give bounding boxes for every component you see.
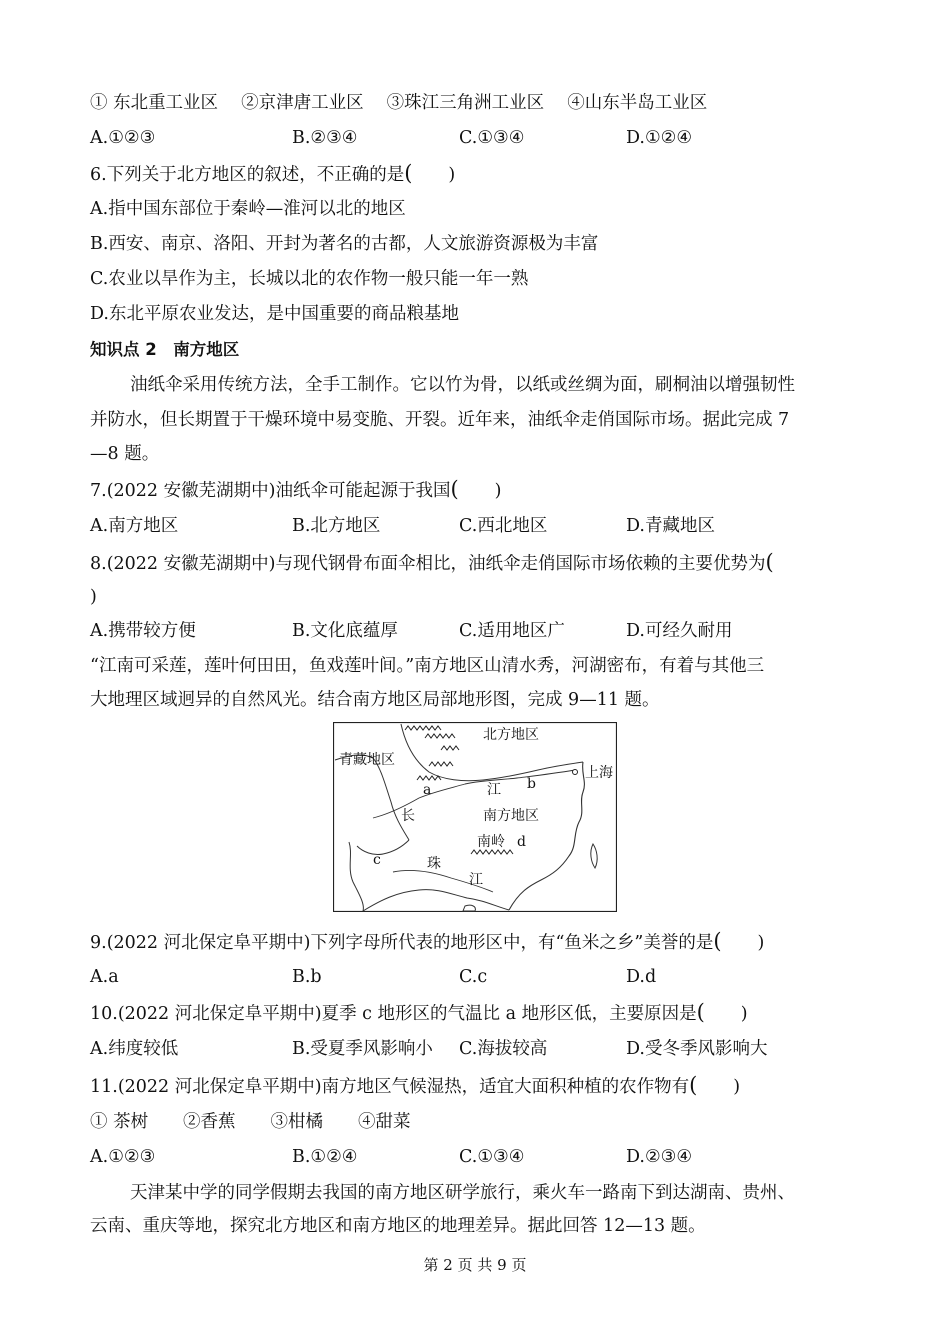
- passage1-line1: 油纸伞采用传统方法，全手工制作。它以竹为骨，以纸或丝绸为面，刷桐油以增强韧性: [130, 375, 795, 395]
- q11-paren-open: (: [689, 1073, 698, 1097]
- map-label-c: c: [373, 852, 381, 868]
- q11-option-d: D.②③④: [626, 1147, 693, 1167]
- q11-stem-line: [90, 1073, 740, 1099]
- q9-paren-open: (: [713, 929, 722, 953]
- q9-option-a: A.a: [90, 967, 119, 987]
- q6-stem: 6.下列关于北方地区的叙述，不正确的是: [90, 165, 405, 185]
- q9-paren-close: ): [757, 933, 765, 953]
- q7-option-d: D.青藏地区: [626, 516, 715, 536]
- q8-paren-close: ): [90, 587, 97, 607]
- map-label-jiang-pearl: 江: [469, 872, 483, 888]
- q7-option-a: A.南方地区: [90, 516, 179, 536]
- q10-stem: 10.(2022 河北保定阜平期中)夏季 c 地形区的气温比 a 地形区低，主要原因是: [90, 1004, 697, 1024]
- q11-option-a: A.①②③: [90, 1147, 156, 1167]
- south-region-terrain-map: [333, 722, 617, 912]
- q10-option-b: B.受夏季风影响小: [292, 1039, 433, 1059]
- q5-items: ① 东北重工业区 ②京津唐工业区 ③珠江三角洲工业区 ④山东半岛工业区: [90, 93, 708, 113]
- map-label-jiang-yangtze: 江: [487, 782, 501, 798]
- q10-paren-close: ): [740, 1004, 748, 1024]
- map-label-south: 南方地区: [483, 808, 539, 824]
- passage2-line2: 大地理区域迥异的自然风光。结合南方地区局部地形图，完成 9—11 题。: [90, 690, 660, 710]
- q6-stem-line: [90, 161, 455, 187]
- map-label-shanghai: 上海: [585, 765, 613, 781]
- q7-option-c: C.西北地区: [459, 516, 548, 536]
- q5-option-b: B.②③④: [292, 128, 358, 148]
- passage2-line1: “江南可采莲，莲叶何田田，鱼戏莲叶间。”南方地区山清水秀，河湖密布，有着与其他三: [90, 656, 765, 676]
- q8-paren-open: (: [765, 550, 774, 574]
- q8-option-a: A.携带较方便: [90, 621, 196, 641]
- q6-option-b: B.西安、南京、洛阳、开封为著名的古都，人文旅游资源极为丰富: [90, 234, 599, 254]
- q5-option-d: D.①②④: [626, 128, 693, 148]
- passage1-line2: 并防水，但长期置于干燥环境中易变脆、开裂。近年来，油纸伞走俏国际市场。据此完成 7: [90, 410, 790, 430]
- q11-items: ① 茶树 ②香蕉 ③柑橘 ④甜菜: [90, 1112, 411, 1132]
- q6-option-d: D.东北平原农业发达，是中国重要的商品粮基地: [90, 304, 459, 324]
- q11-stem: 11.(2022 河北保定阜平期中)南方地区气候湿热，适宜大面积种植的农作物有: [90, 1077, 690, 1097]
- passage3-line1: 天津某中学的同学假期去我国的南方地区研学旅行，乘火车一路南下到达湖南、贵州、: [130, 1183, 795, 1203]
- q9-option-d: D.d: [626, 967, 657, 987]
- q5-option-a: A.①②③: [90, 128, 156, 148]
- q9-stem: 9.(2022 河北保定阜平期中)下列字母所代表的地形区中，有“鱼米之乡”美誉的是: [90, 933, 714, 953]
- q6-paren-close: ): [448, 165, 456, 185]
- q8-option-d: D.可经久耐用: [626, 621, 733, 641]
- map-label-zhu: 珠: [427, 856, 441, 872]
- page-footer: 第 2 页 共 9 页: [423, 1256, 527, 1274]
- shanghai-marker: [573, 770, 578, 775]
- q11-option-c: C.①③④: [459, 1147, 525, 1167]
- map-label-chang: 长: [401, 808, 415, 824]
- q7-paren-close: ): [494, 481, 502, 501]
- map-label-north: 北方地区: [483, 727, 539, 743]
- q7-option-b: B.北方地区: [292, 516, 381, 536]
- q7-paren-open: (: [450, 477, 459, 501]
- q8-stem-line: [90, 550, 774, 576]
- q8-option-c: C.适用地区广: [459, 621, 565, 641]
- map-label-nanling: 南岭: [477, 834, 505, 850]
- map-label-d: d: [517, 834, 526, 850]
- q10-option-a: A.纬度较低: [90, 1039, 179, 1059]
- q9-option-c: C.c: [459, 967, 488, 987]
- q10-stem-line: [90, 1000, 748, 1026]
- passage1-line3: —8 题。: [90, 444, 160, 464]
- q6-paren-open: (: [404, 161, 413, 185]
- q10-option-c: C.海拔较高: [459, 1039, 548, 1059]
- q9-option-b: B.b: [292, 967, 322, 987]
- q8-option-b: B.文化底蕴厚: [292, 621, 398, 641]
- q10-option-d: D.受冬季风影响大: [626, 1039, 768, 1059]
- passage3-line2: 云南、重庆等地，探究北方地区和南方地区的地理差异。据此回答 12—13 题。: [90, 1216, 706, 1236]
- q7-stem-line: [90, 477, 501, 503]
- q6-option-c: C.农业以旱作为主，长城以北的农作物一般只能一年一熟: [90, 269, 529, 289]
- q11-option-b: B.①②④: [292, 1147, 358, 1167]
- q7-stem: 7.(2022 安徽芜湖期中)油纸伞可能起源于我国: [90, 481, 451, 501]
- map-label-a: a: [423, 782, 432, 798]
- section-heading: 知识点 2 南方地区: [90, 340, 240, 359]
- q6-option-a: A.指中国东部位于秦岭—淮河以北的地区: [90, 199, 406, 219]
- q10-paren-open: (: [696, 1000, 705, 1024]
- q8-stem: 8.(2022 安徽芜湖期中)与现代钢骨布面伞相比，油纸伞走俏国际市场依赖的主要优势为: [90, 554, 766, 574]
- map-label-b: b: [527, 776, 536, 792]
- map-label-tibet: 青藏地区: [339, 752, 395, 768]
- q5-option-c: C.①③④: [459, 128, 525, 148]
- q11-paren-close: ): [733, 1077, 741, 1097]
- hainan-island: [463, 905, 475, 911]
- q9-stem-line: [90, 929, 764, 955]
